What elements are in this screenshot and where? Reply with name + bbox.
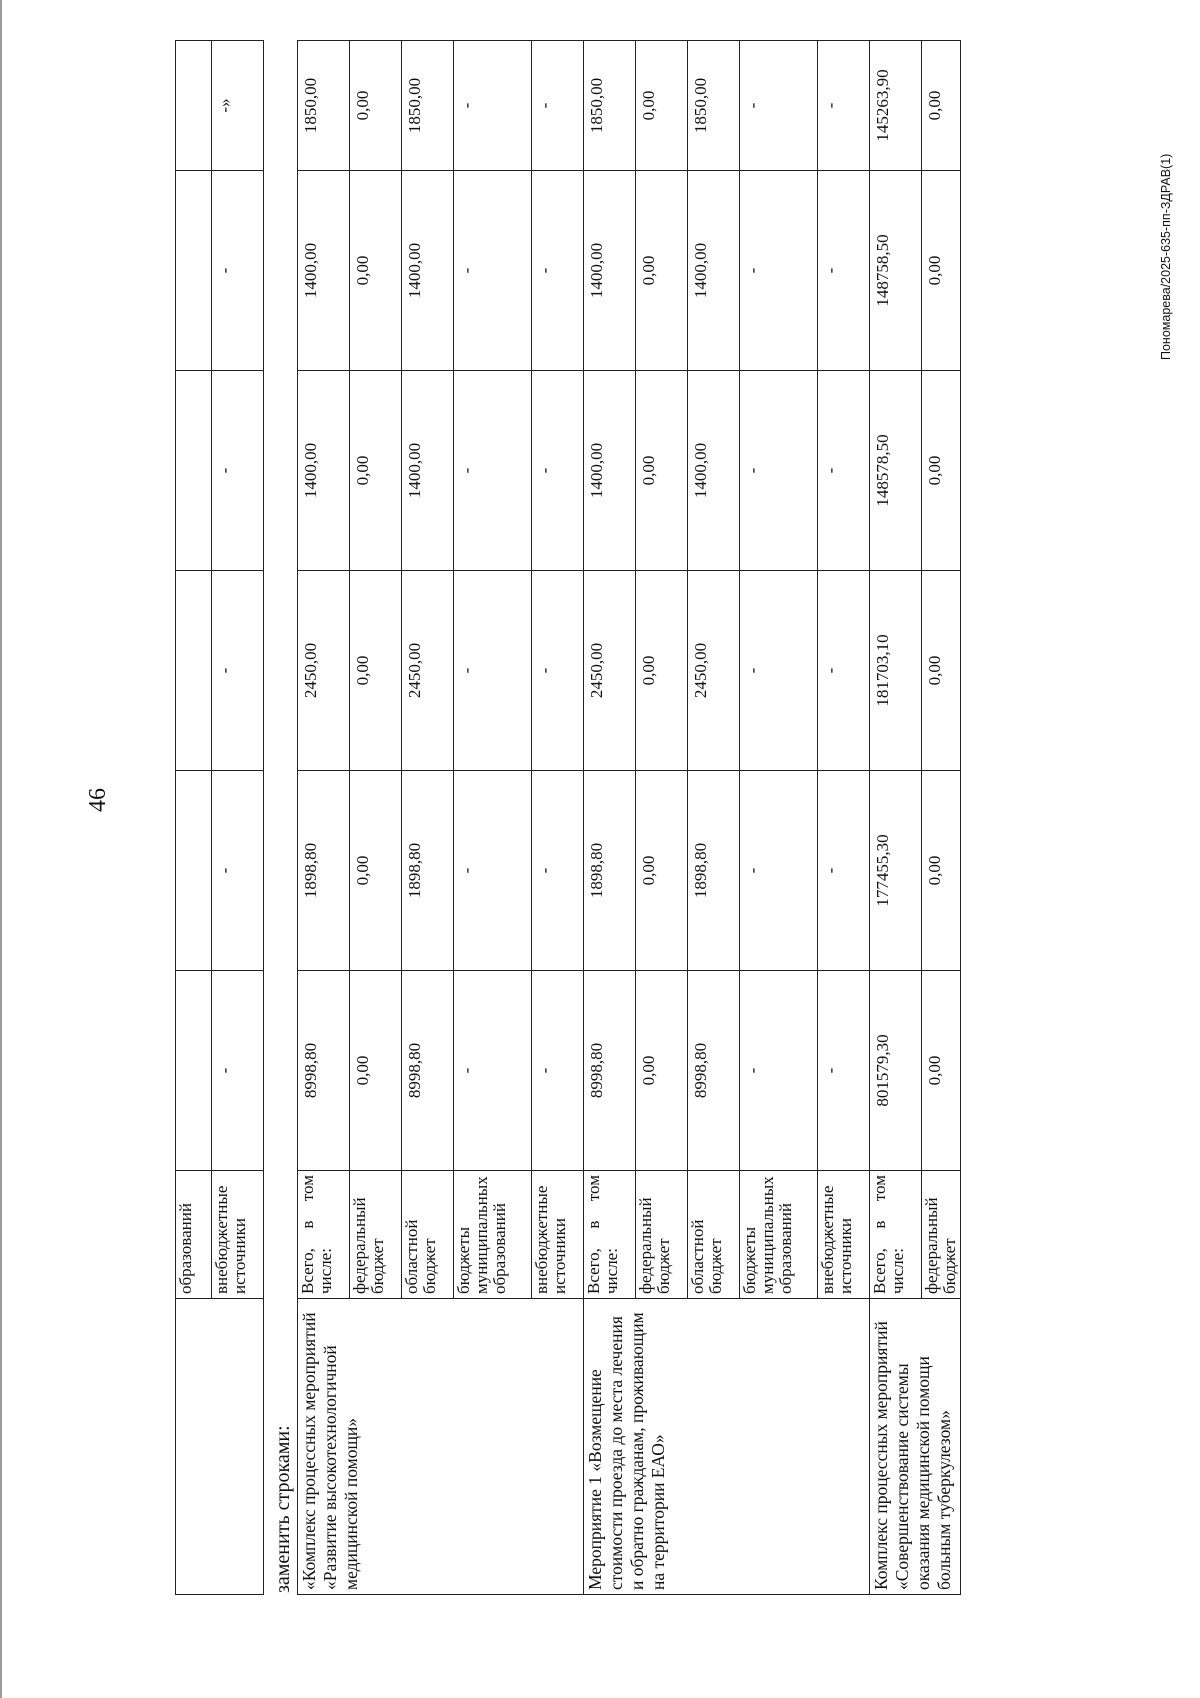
value-cell: - (532, 771, 584, 971)
value-cell: - (740, 971, 818, 1171)
value-cell: 0,00 (922, 41, 961, 171)
row-title-cell: «Комплекс процессных мероприятий «Развитие высокотехнологичной медицинской помощи» (298, 1299, 584, 1595)
value-cell: - (818, 571, 870, 771)
value-cell: 177455,30 (870, 771, 922, 971)
funding-source-cell: образований (176, 1171, 212, 1299)
scan-edge (0, 0, 2, 1698)
value-cell: 0,00 (636, 371, 688, 571)
value-cell: 148578,50 (870, 371, 922, 571)
value-cell: 0,00 (350, 41, 402, 171)
value-cell: - (212, 171, 264, 371)
value-cell: 2450,00 (402, 571, 454, 771)
value-cell: - (454, 971, 532, 1171)
value-cell: 1898,80 (688, 771, 740, 971)
value-cell: 1898,80 (298, 771, 350, 971)
value-cell: 1400,00 (298, 171, 350, 371)
value-cell: - (454, 41, 532, 171)
value-cell: 8998,80 (402, 971, 454, 1171)
replace-label: заменить строками: (272, 1425, 294, 1593)
value-cell: 8998,80 (688, 971, 740, 1171)
value-cell (176, 571, 212, 771)
table-row (298, 41, 350, 1595)
value-cell: 8998,80 (298, 971, 350, 1171)
table-row (176, 41, 212, 1595)
value-cell: 1850,00 (584, 41, 636, 171)
value-cell: 181703,10 (870, 571, 922, 771)
funding-source-cell: внебюджетные источники (818, 1171, 870, 1299)
value-cell (176, 171, 212, 371)
value-cell: - (740, 771, 818, 971)
value-cell: 0,00 (350, 571, 402, 771)
value-cell: - (532, 371, 584, 571)
value-cell: - (212, 971, 264, 1171)
value-cell: 0,00 (350, 171, 402, 371)
value-cell: 2450,00 (584, 571, 636, 771)
value-cell (176, 41, 212, 171)
funding-source-cell: Всего, в том числе: (298, 1171, 350, 1299)
row-title-cell: Мероприятие 1 «Возмещение стоимости проезда до места лечения и обратно гражданам, проживающим на территории ЕАО» (584, 1299, 870, 1595)
table-row (870, 41, 922, 1595)
value-cell: - (818, 971, 870, 1171)
replacement-table (297, 40, 961, 1595)
value-cell: - (818, 41, 870, 171)
value-cell: 0,00 (922, 371, 961, 571)
value-cell: - (532, 41, 584, 171)
value-cell: 8998,80 (584, 971, 636, 1171)
value-cell: 1400,00 (402, 171, 454, 371)
funding-source-cell: внебюджетные источники (212, 1171, 264, 1299)
value-cell: 1850,00 (688, 41, 740, 171)
value-cell: 1400,00 (688, 371, 740, 571)
funding-source-cell: бюджеты муниципальных образований (740, 1171, 818, 1299)
funding-source-cell: федеральный бюджет (350, 1171, 402, 1299)
value-cell: 0,00 (636, 41, 688, 171)
value-cell: - (454, 371, 532, 571)
value-cell: 2450,00 (688, 571, 740, 771)
value-cell: 0,00 (636, 771, 688, 971)
funding-source-cell: федеральный бюджет (636, 1171, 688, 1299)
value-cell: - (532, 971, 584, 1171)
document-code: Пономарева/2025-635-пп-ЗДРАВ(1) (1159, 153, 1173, 360)
value-cell: - (740, 41, 818, 171)
value-cell: 0,00 (636, 571, 688, 771)
value-cell (176, 971, 212, 1171)
value-cell: 0,00 (350, 371, 402, 571)
value-cell: 1400,00 (298, 371, 350, 571)
value-cell: 1898,80 (402, 771, 454, 971)
value-cell: 1898,80 (584, 771, 636, 971)
value-cell: 0,00 (636, 171, 688, 371)
value-cell: - (740, 371, 818, 571)
value-cell: 1400,00 (688, 171, 740, 371)
value-cell: -» (212, 41, 264, 171)
value-cell: - (818, 771, 870, 971)
value-cell: - (818, 171, 870, 371)
value-cell: - (212, 571, 264, 771)
value-cell: - (740, 171, 818, 371)
value-cell: 0,00 (922, 171, 961, 371)
funding-source-cell: Всего, в том числе: (870, 1171, 922, 1299)
value-cell: 1400,00 (584, 371, 636, 571)
value-cell: 801579,30 (870, 971, 922, 1171)
value-cell: 0,00 (350, 771, 402, 971)
funding-source-cell: федеральный бюджет (922, 1171, 961, 1299)
page-number: 46 (85, 788, 111, 812)
value-cell (176, 371, 212, 571)
value-cell (176, 771, 212, 971)
rotated-page-content (175, 40, 1175, 1595)
value-cell: 0,00 (922, 971, 961, 1171)
value-cell: - (532, 171, 584, 371)
table-row (584, 41, 636, 1595)
value-cell: 0,00 (922, 571, 961, 771)
value-cell: 1850,00 (402, 41, 454, 171)
value-cell: 148758,50 (870, 171, 922, 371)
row-title-cell: Комплекс процессных мероприятий «Совершенствование системы оказания медицинской помощи больным туберкулезом» (870, 1299, 961, 1595)
funding-source-cell: областной бюджет (402, 1171, 454, 1299)
funding-source-cell: бюджеты муниципальных образований (454, 1171, 532, 1299)
value-cell: 0,00 (636, 971, 688, 1171)
value-cell: 0,00 (350, 971, 402, 1171)
value-cell: - (532, 571, 584, 771)
value-cell: 0,00 (922, 771, 961, 971)
funding-source-cell: внебюджетные источники (532, 1171, 584, 1299)
value-cell: 2450,00 (298, 571, 350, 771)
value-cell: - (212, 771, 264, 971)
funding-source-cell: Всего, в том числе: (584, 1171, 636, 1299)
value-cell: - (212, 371, 264, 571)
value-cell: - (454, 771, 532, 971)
row-title-cell (176, 1299, 264, 1595)
value-cell: 1400,00 (402, 371, 454, 571)
value-cell: 1850,00 (298, 41, 350, 171)
funding-source-cell: областной бюджет (688, 1171, 740, 1299)
value-cell: - (454, 571, 532, 771)
value-cell: - (454, 171, 532, 371)
value-cell: 1400,00 (584, 171, 636, 371)
value-cell: 145263,90 (870, 41, 922, 171)
value-cell: - (818, 371, 870, 571)
continuation-table (175, 40, 264, 1595)
value-cell: - (740, 571, 818, 771)
